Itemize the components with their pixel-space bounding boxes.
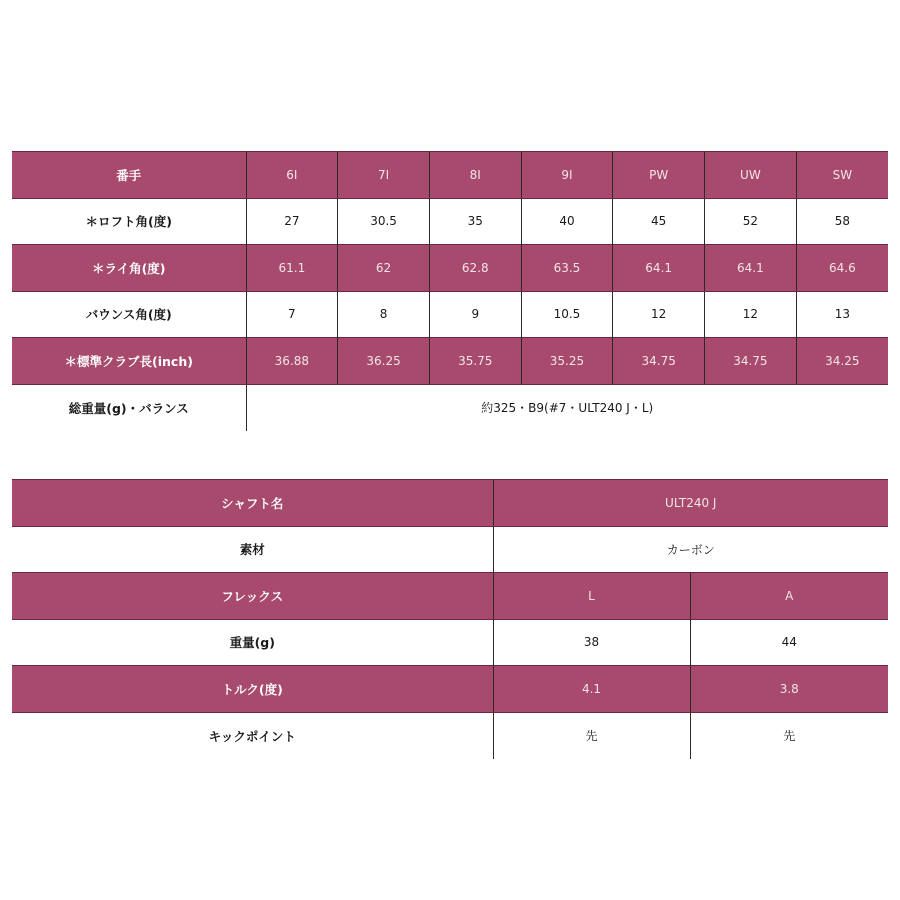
table-cell: 35 <box>429 198 521 245</box>
club-header-cell: 8I <box>429 152 521 199</box>
table-cell: 40 <box>521 198 613 245</box>
table-cell: ULT240 J <box>493 480 888 527</box>
table-cell: 4.1 <box>493 666 690 713</box>
table-cell: 61.1 <box>246 245 338 292</box>
table-cell: 12 <box>705 291 797 338</box>
table-cell: 先 <box>690 712 888 759</box>
club-header-cell: 7I <box>338 152 430 199</box>
material-row <box>12 526 888 573</box>
row-label: ＊ライ角(度) <box>12 245 246 292</box>
row-label: 素材 <box>12 526 493 573</box>
table-cell: 34.75 <box>613 338 705 385</box>
table-cell: 27 <box>246 198 338 245</box>
row-label: フレックス <box>12 573 493 620</box>
table-cell: 34.25 <box>796 338 888 385</box>
table-cell: 52 <box>705 198 797 245</box>
table-cell: 62 <box>338 245 430 292</box>
row-label: バウンス角(度) <box>12 291 246 338</box>
table-cell: カーボン <box>493 526 888 573</box>
table-cell: 64.6 <box>796 245 888 292</box>
table-cell: 3.8 <box>690 666 888 713</box>
table-cell: 35.75 <box>429 338 521 385</box>
kick-point-row <box>12 712 888 759</box>
club-spec-table <box>12 151 888 431</box>
table-cell: 64.1 <box>705 245 797 292</box>
row-label: シャフト名 <box>12 480 493 527</box>
club-header-cell: 9I <box>521 152 613 199</box>
total-weight-row <box>12 384 888 431</box>
shaft-name-row <box>12 480 888 527</box>
club-header-cell: UW <box>705 152 797 199</box>
club-header-row <box>12 152 888 199</box>
row-label: トルク(度) <box>12 666 493 713</box>
club-header-cell: 6I <box>246 152 338 199</box>
table-cell: 7 <box>246 291 338 338</box>
table-cell: 38 <box>493 619 690 666</box>
club-number-header: 番手 <box>12 152 246 199</box>
table-cell: 先 <box>493 712 690 759</box>
club-header-cell: SW <box>796 152 888 199</box>
torque-row <box>12 666 888 713</box>
table-cell: 35.25 <box>521 338 613 385</box>
table-cell: 36.88 <box>246 338 338 385</box>
table-cell: 約325・B9(#7・ULT240 J・L) <box>246 384 888 431</box>
table-cell: 44 <box>690 619 888 666</box>
table-cell: 34.75 <box>705 338 797 385</box>
table-cell: 36.25 <box>338 338 430 385</box>
table-cell: 58 <box>796 198 888 245</box>
row-label: キックポイント <box>12 712 493 759</box>
row-label: ＊ロフト角(度) <box>12 198 246 245</box>
length-row <box>12 338 888 385</box>
table-cell: 10.5 <box>521 291 613 338</box>
table-cell: 8 <box>338 291 430 338</box>
loft-row <box>12 198 888 245</box>
shaft-weight-row <box>12 619 888 666</box>
club-header-cell: PW <box>613 152 705 199</box>
table-cell: 12 <box>613 291 705 338</box>
table-cell: 45 <box>613 198 705 245</box>
table-cell: 63.5 <box>521 245 613 292</box>
table-cell: 9 <box>429 291 521 338</box>
table-cell: 30.5 <box>338 198 430 245</box>
table-cell: L <box>493 573 690 620</box>
lie-row <box>12 245 888 292</box>
table-cell: 64.1 <box>613 245 705 292</box>
table-cell: A <box>690 573 888 620</box>
row-label: ＊標準クラブ長(inch) <box>12 338 246 385</box>
shaft-spec-table <box>12 479 888 759</box>
bounce-row <box>12 291 888 338</box>
row-label: 重量(g) <box>12 619 493 666</box>
flex-row <box>12 573 888 620</box>
table-cell: 13 <box>796 291 888 338</box>
row-label: 総重量(g)・バランス <box>12 384 246 431</box>
table-cell: 62.8 <box>429 245 521 292</box>
